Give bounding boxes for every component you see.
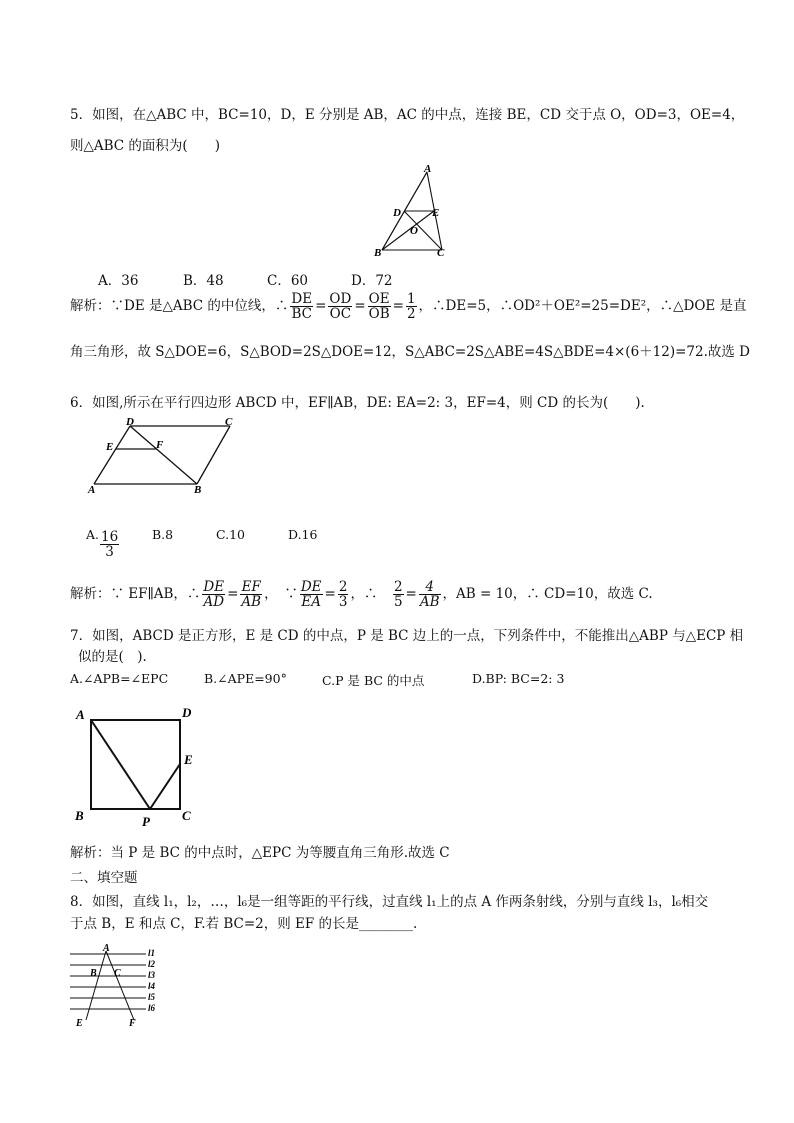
q6-frac-2-3: $\frac{2}{3}$: [338, 579, 348, 611]
q6-option-a-label: A.: [86, 527, 100, 542]
fig6-label-c: C: [225, 416, 233, 428]
fig8-label-l3: l3: [148, 970, 156, 980]
q6-frac-de-ad: $\frac{DE}{AD}$: [203, 579, 225, 611]
q7-option-d: D.BP: BC=2: 3: [472, 671, 565, 686]
fig7-label-p: P: [142, 814, 150, 829]
fig8-label-l2: l2: [148, 959, 156, 969]
q6-solution: 解析：∵ EF∥AB，∴ $\frac{DE}{AD}$ = $\frac{EF}{AB}$ ， ∵ $\frac{DE}{EA}$ = $\frac{2}{3}$ ，∴ $\frac{2}{5}$ = $\frac{4}{AB}$ ，AB = 10，∴ CD=10，故选 C.: [70, 579, 653, 611]
q6-frac-2-5: $\frac{2}{5}$: [393, 579, 403, 611]
q5-line1: 5．如图，在△ABC 中，BC=10，D，E 分别是 AB，AC 的中点，连接 BE，CD 交于点 O，OD=3，OE=4，: [70, 107, 745, 123]
q7-solution: 解析：当 P 是 BC 的中点时，△EPC 为等腰直角三角形.故选 C: [70, 845, 450, 861]
q6-figure: [82, 414, 242, 496]
q6-frac-de-ea: $\frac{DE}{EA}$: [300, 579, 322, 611]
fig7-label-a: A: [76, 707, 85, 722]
q5-solution-prefix: 解析：∵DE 是△ABC 的中位线，∴: [70, 298, 289, 315]
q7-option-c: C.P 是 BC 的中点: [322, 673, 425, 688]
q5-frac-oe-ob: $\frac{OE}{OB}$: [368, 291, 390, 323]
fig8-label-l6: l6: [148, 1003, 156, 1013]
fig5-label-a: A: [424, 163, 432, 175]
q7-line1: 7．如图，ABCD 是正方形，E 是 CD 的中点，P 是 BC 边上的一点，下列条件中，不能推出△ABP 与△ECP 相: [70, 628, 744, 644]
fig8-label-e: E: [76, 1018, 83, 1029]
q5-option-c: C．60: [267, 273, 309, 289]
fig8-label-b: B: [90, 968, 97, 979]
fig8-label-c: C: [114, 968, 121, 979]
fig6-label-d: D: [126, 416, 134, 428]
fig7-label-e: E: [184, 752, 193, 767]
fig8-label-a: A: [103, 943, 110, 954]
fig5-label-d: D: [393, 207, 401, 219]
q7-option-b: B.∠APE=90°: [204, 671, 287, 686]
q5-option-b: B．48: [183, 273, 224, 289]
q5-frac-od-oc: $\frac{OD}{OC}$: [329, 291, 352, 323]
q5-solution-line1: 解析：∵DE 是△ABC 的中位线，∴ $\frac{DE}{BC}$ = $\frac{OD}{OC}$ = $\frac{OE}{OB}$ = $\frac{1}{2}$ ，∴DE=5，∴OD²＋OE²=25=DE²，∴△DOE 是直: [70, 291, 747, 323]
q5-option-d: D．72: [351, 273, 393, 289]
q8-line1: 8．如图，直线 l₁，l₂，…，l₆是一组等距的平行线，过直线 l₁上的点 A 作两条射线，分别与直线 l₃，l₆相交: [70, 894, 709, 910]
q7-option-a: A.∠APB=∠EPC: [70, 671, 169, 686]
fig8-label-l4: l4: [148, 981, 156, 991]
q6-option-d: D.16: [288, 527, 318, 542]
q5-option-a: A．36: [98, 273, 139, 289]
q6-frac-ef-ab: $\frac{EF}{AB}$: [241, 579, 262, 611]
q6-line1: 6．如图,所示在平行四边形 ABCD 中，EF∥AB，DE: EA=2: 3，EF=4，则 CD 的长为( ).: [70, 395, 645, 411]
fig6-label-f: F: [156, 439, 164, 451]
q6-option-b: B.8: [152, 527, 174, 542]
q8-line2: 于点 B，E 和点 C，F.若 BC=2，则 EF 的长是________.: [70, 916, 418, 932]
fig8-label-l1: l1: [148, 948, 156, 958]
section-title-fill-in: 二、填空题: [70, 870, 138, 886]
fig5-label-c: C: [437, 247, 445, 259]
fig8-label-l5: l5: [148, 992, 156, 1002]
q6-option-a-fraction: $\frac{16}{3}$: [101, 529, 119, 561]
fig6-label-b: B: [194, 484, 202, 496]
fig5-label-b: B: [374, 247, 382, 259]
q6-solution-mid2: ，∴: [350, 586, 378, 603]
q5-frac-half: $\frac{1}{2}$: [406, 291, 416, 323]
q7-figure: [70, 700, 205, 830]
q7-line2: 似的是( ).: [78, 649, 147, 665]
q5-solution-suffix: ，∴DE=5，∴OD²＋OE²=25=DE²，∴△DOE 是直: [418, 298, 747, 315]
q8-figure: [66, 940, 166, 1032]
q6-solution-mid1: ， ∵: [264, 586, 298, 603]
q6-solution-prefix: 解析：∵ EF∥AB，∴: [70, 586, 201, 603]
fig7-label-d: D: [182, 705, 192, 720]
q6-solution-end: ，AB = 10，∴ CD=10，故选 C.: [442, 586, 653, 603]
q6-option-c: C.10: [216, 527, 245, 542]
fig5-label-o: O: [410, 225, 418, 237]
fig7-label-c: C: [182, 808, 191, 823]
fig5-label-e: E: [432, 207, 440, 219]
fig7-label-b: B: [75, 808, 84, 823]
q5-frac-de-bc: $\frac{DE}{BC}$: [291, 291, 313, 323]
fig6-label-a: A: [88, 484, 96, 496]
q5-solution-line2: 角三角形，故 S△DOE=6，S△BOD=2S△DOE=12，S△ABC=2S△ABE=4S△BDE=4×(6＋12)=72.故选 D: [70, 344, 751, 360]
fig8-label-f: F: [129, 1018, 136, 1029]
fig6-label-e: E: [106, 441, 114, 453]
q5-figure: [370, 160, 460, 260]
q5-line2: 则△ABC 的面积为( ): [70, 138, 220, 154]
q6-frac-4-ab: $\frac{4}{AB}$: [419, 579, 440, 611]
